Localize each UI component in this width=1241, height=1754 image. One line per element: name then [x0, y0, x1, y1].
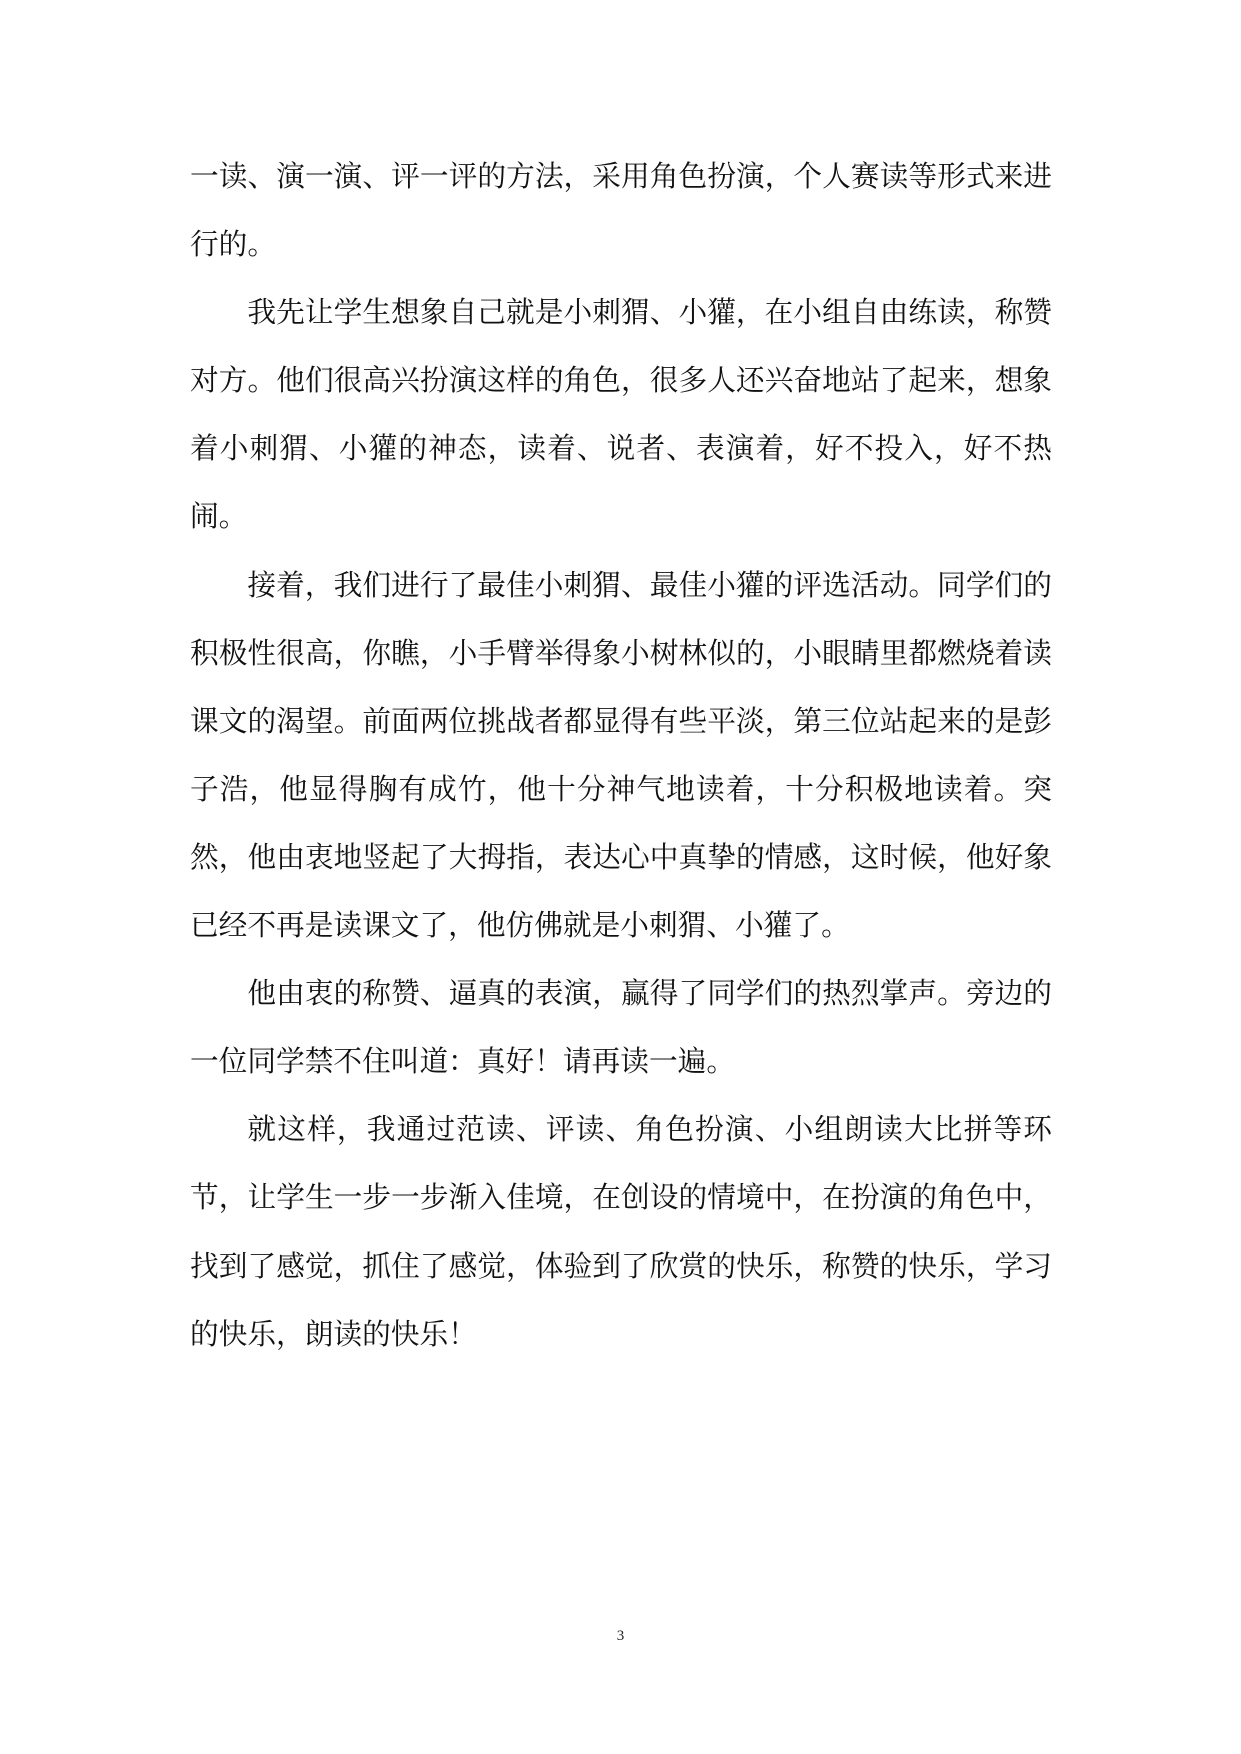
document-body	[190, 142, 1052, 1368]
paragraph: 我先让学生想象自己就是小刺猬、小獾，在小组自由练读，称赞对方。他们很高兴扮演这样的角色，很多人还兴奋地站了起来，想象着小刺猬、小獾的神态，读着、说者、表演着，好不投入，好不热闹。	[190, 295, 1052, 534]
paragraph: 就这样，我通过范读、评读、角色扮演、小组朗读大比拼等环节，让学生一步一步渐入佳境，在创设的情境中，在扮演的角色中，找到了感觉，抓住了感觉，体验到了欣赏的快乐，称赞的快乐，学习的快乐，朗读的快乐！	[190, 1112, 1052, 1351]
paragraph: 接着，我们进行了最佳小刺猬、最佳小獾的评选活动。同学们的积极性很高，你瞧，小手臂举得象小树林似的，小眼睛里都燃烧着读课文的渴望。前面两位挑战者都显得有些平淡，第三位站起来的是彭子浩，他显得胸有成竹，他十分神气地读着，十分积极地读着。突然，他由衷地竖起了大拇指，表达心中真挚的情感，这时候，他好象已经不再是读课文了，他仿佛就是小刺猬、小獾了。	[190, 567, 1052, 943]
paragraph: 他由衷的称赞、逼真的表演，赢得了同学们的热烈掌声。旁边的一位同学禁不住叫道：真好！请再读一遍。	[190, 976, 1052, 1079]
page-number: 3	[616, 1628, 625, 1644]
paragraph-continued: 一读、演一演、评一评的方法，采用角色扮演，个人赛读等形式来进行的。	[190, 159, 1052, 262]
